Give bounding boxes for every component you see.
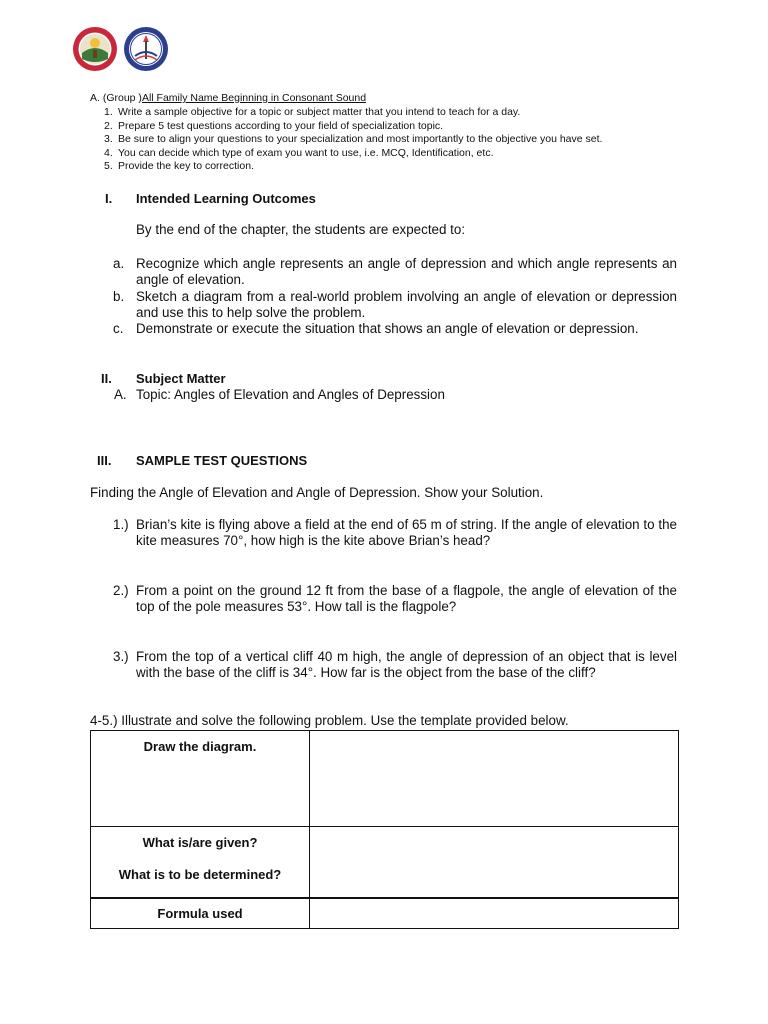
topic-letter: A. [114,387,127,402]
instruction-item: 3. Be sure to align your questions to your specialization and most importantly to the objective you have set. [104,133,603,145]
given-cell[interactable] [310,827,679,899]
table-row [91,827,679,899]
table-row [91,731,679,827]
given-label: What is/are given? [142,835,258,850]
question-number: 3.) [113,649,129,664]
question-text: From the top of a vertical cliff 40 m high, the angle of depression of an object that is level with the base of the cliff is 34°. How far is the object from the base of the cliff? [136,649,677,680]
section-number: III. [97,453,112,468]
outcome-text: Recognize which angle represents an angle of depression and which angle represents an angle of elevation. [136,256,677,287]
instruction-item: 5. Provide the key to correction. [104,160,254,172]
draw-diagram-cell[interactable] [310,731,679,827]
question-number: 2.) [113,583,129,598]
section-number: I. [105,191,113,206]
question-text: Brian’s kite is flying above a field at the end of 65 m of string. If the angle of elevation to the kite measures 70°, how high is the kite above Brian’s head? [136,517,677,548]
group-prefix: A. (Group ) [90,92,142,104]
outcome-letter: c. [113,321,124,336]
table-row [91,898,679,929]
determined-label: What is to be determined? [118,867,282,882]
outcome-letter: b. [113,289,125,304]
question-45-text: 4-5.) Illustrate and solve the following problem. Use the template provided below. [90,713,569,728]
given-label-cell [91,827,310,899]
formula-cell[interactable] [310,898,679,929]
topic-text: Topic: Angles of Elevation and Angles of Depression [136,387,445,402]
group-header [90,92,366,104]
section-title: Intended Learning Outcomes [136,191,316,206]
section-number: II. [101,371,112,386]
group-name: All Family Name Beginning in Consonant Sound [141,92,367,104]
outcomes-intro: By the end of the chapter, the students are expected to: [136,222,466,237]
question-number: 1.) [113,517,129,532]
university-seal-logo [72,26,118,72]
instruction-item: 1. Write a sample objective for a topic or subject matter that you intend to teach for a day. [104,106,521,118]
outcome-text: Sketch a diagram from a real-world problem involving an angle of elevation or depression and use this to help solve the problem. [136,289,677,320]
solution-template-table [90,730,679,929]
instruction-item: 4. You can decide which type of exam you want to use, i.e. MCQ, Identification, etc. [104,147,494,159]
instruction-item: 2. Prepare 5 test questions according to your field of specialization topic. [104,120,444,132]
formula-label: Formula used [91,898,310,929]
question-text: From a point on the ground 12 ft from the base of a flagpole, the angle of elevation of the top of the pole measures 53°. How tall is the flagpole? [136,583,677,614]
questions-intro: Finding the Angle of Elevation and Angle of Depression. Show your Solution. [90,485,544,500]
section-title: SAMPLE TEST QUESTIONS [136,453,308,468]
outcome-letter: a. [113,256,125,271]
college-seal-logo [123,26,169,72]
outcome-text: Demonstrate or execute the situation that shows an angle of elevation or depression. [136,321,639,336]
section-title: Subject Matter [136,371,226,386]
draw-diagram-label: Draw the diagram. [91,731,310,827]
